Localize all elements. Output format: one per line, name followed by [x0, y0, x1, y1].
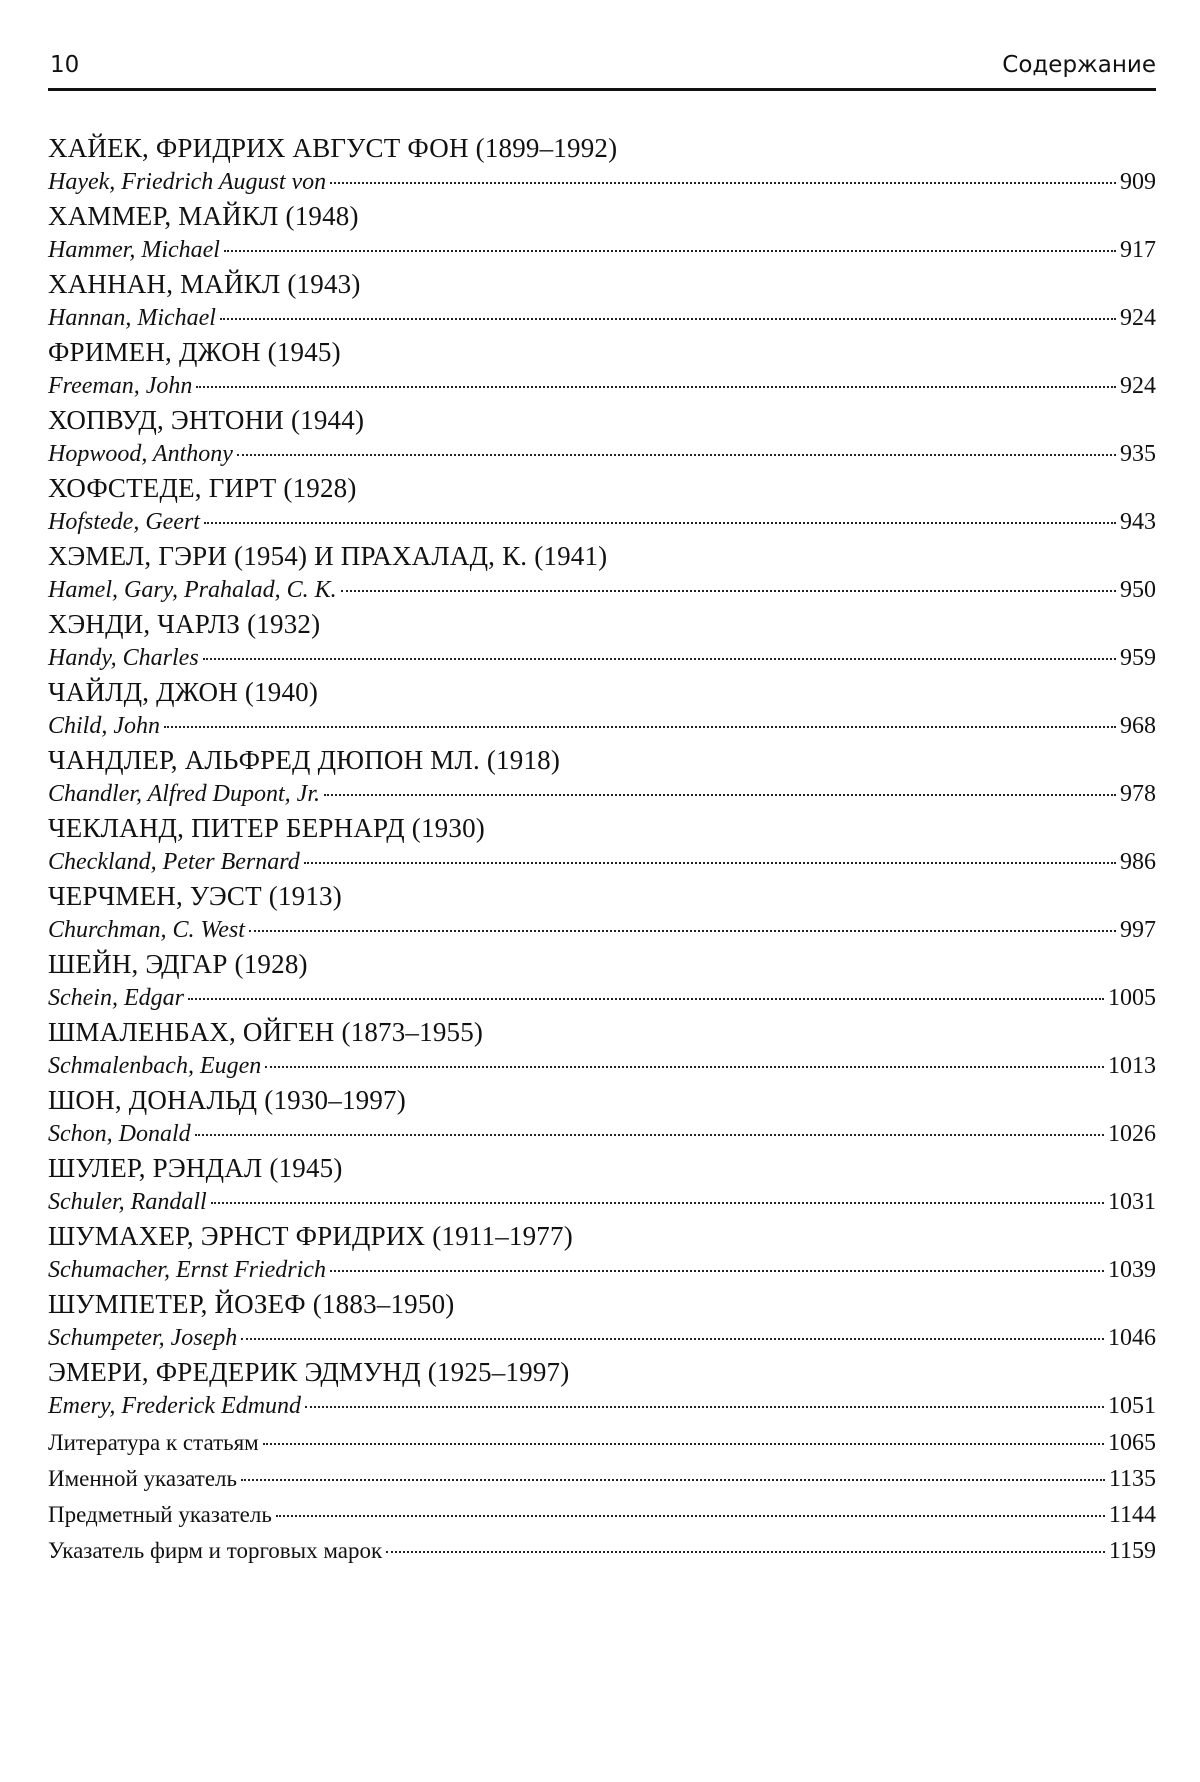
entry-russian-name: ШУМАХЕР, ЭРНСТ ФРИДРИХ (1911–1977)	[48, 1221, 573, 1251]
entry-russian-name: ХАЙЕК, ФРИДРИХ АВГУСТ ФОН (1899–1992)	[48, 133, 618, 163]
dot-leader	[341, 590, 1116, 592]
entry-page-number: 1005	[1108, 985, 1156, 1011]
back-matter-list	[48, 1425, 1156, 1569]
toc-entry[interactable]	[48, 1083, 1156, 1151]
entry-page-number: 1051	[1108, 1393, 1156, 1419]
toc-entry[interactable]	[48, 131, 1156, 199]
entry-page-number: 917	[1120, 237, 1156, 263]
entry-leader-line	[48, 505, 1156, 539]
entry-leader-line	[48, 1049, 1156, 1083]
entry-leader-line	[48, 709, 1156, 743]
entry-page-number: 924	[1120, 373, 1156, 399]
entry-leader-line	[48, 981, 1156, 1015]
entry-page-number: 1013	[1108, 1053, 1156, 1079]
entry-original-name: Emery, Frederick Edmund	[48, 1393, 302, 1419]
entry-original-name: Schumpeter, Joseph	[48, 1325, 238, 1351]
toc-entry[interactable]	[48, 1151, 1156, 1219]
entry-russian-name: ЧЕКЛАНД, ПИТЕР БЕРНАРД (1930)	[48, 813, 485, 843]
entry-page-number: 997	[1120, 917, 1156, 943]
back-matter-title: Предметный указатель	[48, 1502, 272, 1527]
entry-original-name: Churchman, C. West	[48, 917, 245, 943]
header-rule	[48, 88, 1156, 91]
entry-original-name: Hopwood, Anthony	[48, 441, 233, 467]
dot-leader	[203, 658, 1116, 660]
entry-leader-line	[48, 845, 1156, 879]
entry-russian-name: ХОПВУД, ЭНТОНИ (1944)	[48, 405, 365, 435]
toc-entry[interactable]	[48, 947, 1156, 1015]
back-matter-page-number: 1159	[1108, 1538, 1156, 1564]
dot-leader	[330, 1270, 1104, 1272]
dot-leader	[386, 1551, 1105, 1553]
page-header	[48, 38, 1156, 78]
entry-original-name: Hammer, Michael	[48, 237, 220, 263]
toc-entry[interactable]	[48, 403, 1156, 471]
toc-entry[interactable]	[48, 335, 1156, 403]
entry-russian-name: ШУМПЕТЕР, ЙОЗЕФ (1883–1950)	[48, 1289, 455, 1319]
dot-leader	[211, 1202, 1104, 1204]
entry-page-number: 935	[1120, 441, 1156, 467]
dot-leader	[249, 930, 1116, 932]
entry-page-number: 978	[1120, 781, 1156, 807]
dot-leader	[237, 454, 1116, 456]
entry-original-name: Freeman, John	[48, 373, 193, 399]
entry-russian-name: ЭМЕРИ, ФРЕДЕРИК ЭДМУНД (1925–1997)	[48, 1357, 570, 1387]
entry-page-number: 1031	[1108, 1189, 1156, 1215]
entry-leader-line	[48, 369, 1156, 403]
entry-page-number: 924	[1120, 305, 1156, 331]
entry-russian-name: ШОН, ДОНАЛЬД (1930–1997)	[48, 1085, 406, 1115]
entry-russian-name: ШУЛЕР, РЭНДАЛ (1945)	[48, 1153, 343, 1183]
dot-leader	[304, 862, 1116, 864]
dot-leader	[204, 522, 1116, 524]
toc-entry[interactable]	[48, 199, 1156, 267]
entry-page-number: 986	[1120, 849, 1156, 875]
entry-original-name: Hayek, Friedrich August von	[48, 169, 327, 195]
dot-leader	[324, 794, 1116, 796]
entry-russian-name: ЧЕРЧМЕН, УЭСТ (1913)	[48, 881, 342, 911]
entry-leader-line	[48, 1253, 1156, 1287]
entry-leader-line	[48, 1321, 1156, 1355]
back-matter-title: Литература к статьям	[48, 1430, 259, 1455]
entry-leader-line	[48, 573, 1156, 607]
entry-russian-name: ХЭМЕЛ, ГЭРИ (1954) И ПРАХАЛАД, К. (1941)	[48, 541, 608, 571]
toc-entry[interactable]	[48, 267, 1156, 335]
dot-leader	[224, 250, 1116, 252]
entry-original-name: Schumacher, Ernst Friedrich	[48, 1257, 326, 1283]
entry-russian-name: ХАННАН, МАЙКЛ (1943)	[48, 269, 361, 299]
dot-leader	[241, 1479, 1105, 1481]
dot-leader	[241, 1338, 1104, 1340]
entry-russian-name: ХАММЕР, МАЙКЛ (1948)	[48, 201, 359, 231]
entry-russian-name: ХЭНДИ, ЧАРЛЗ (1932)	[48, 609, 321, 639]
entry-original-name: Hannan, Michael	[48, 305, 216, 331]
toc-entry[interactable]	[48, 1287, 1156, 1355]
back-matter-item[interactable]	[48, 1461, 1156, 1497]
section-title: Содержание	[1002, 52, 1156, 78]
dot-leader	[164, 726, 1116, 728]
toc-entry[interactable]	[48, 879, 1156, 947]
entry-leader-line	[48, 1389, 1156, 1423]
entry-leader-line	[48, 233, 1156, 267]
entry-page-number: 968	[1120, 713, 1156, 739]
dot-leader	[220, 318, 1116, 320]
dot-leader	[305, 1406, 1104, 1408]
entry-leader-line	[48, 165, 1156, 199]
entry-russian-name: ЧАНДЛЕР, АЛЬФРЕД ДЮПОН МЛ. (1918)	[48, 745, 561, 775]
back-matter-item[interactable]	[48, 1497, 1156, 1533]
entry-original-name: Schmalenbach, Eugen	[48, 1053, 262, 1079]
dot-leader	[195, 1134, 1104, 1136]
entry-original-name: Schuler, Randall	[48, 1189, 207, 1215]
toc-entry[interactable]	[48, 675, 1156, 743]
back-matter-item[interactable]	[48, 1533, 1156, 1569]
dot-leader	[263, 1443, 1104, 1445]
entry-page-number: 1046	[1108, 1325, 1156, 1351]
toc-entry[interactable]	[48, 471, 1156, 539]
back-matter-page-number: 1144	[1108, 1502, 1156, 1528]
entry-page-number: 959	[1120, 645, 1156, 671]
entry-page-number: 909	[1120, 169, 1156, 195]
entry-original-name: Checkland, Peter Bernard	[48, 849, 300, 875]
dot-leader	[188, 998, 1104, 1000]
back-matter-title: Указатель фирм и торговых марок	[48, 1538, 383, 1563]
entry-page-number: 1026	[1108, 1121, 1156, 1147]
entry-leader-line	[48, 913, 1156, 947]
entry-leader-line	[48, 437, 1156, 471]
dot-leader	[196, 386, 1116, 388]
entry-original-name: Hamel, Gary, Prahalad, C. K.	[48, 577, 337, 603]
entry-russian-name: ЧАЙЛД, ДЖОН (1940)	[48, 677, 319, 707]
table-of-contents	[48, 131, 1156, 1423]
back-matter-title: Именной указатель	[48, 1466, 238, 1491]
back-matter-page-number: 1065	[1108, 1430, 1156, 1456]
entry-leader-line	[48, 641, 1156, 675]
entry-leader-line	[48, 301, 1156, 335]
dot-leader	[330, 182, 1116, 184]
toc-entry[interactable]	[48, 811, 1156, 879]
entry-original-name: Schein, Edgar	[48, 985, 184, 1011]
entry-leader-line	[48, 1117, 1156, 1151]
toc-entry[interactable]	[48, 607, 1156, 675]
entry-russian-name: ШМАЛЕНБАХ, ОЙГЕН (1873–1955)	[48, 1017, 484, 1047]
entry-leader-line	[48, 1185, 1156, 1219]
toc-entry[interactable]	[48, 1355, 1156, 1423]
toc-entry[interactable]	[48, 1219, 1156, 1287]
entry-page-number: 943	[1120, 509, 1156, 535]
dot-leader	[265, 1066, 1104, 1068]
back-matter-page-number: 1135	[1108, 1466, 1156, 1492]
entry-page-number: 950	[1120, 577, 1156, 603]
entry-original-name: Schon, Donald	[48, 1121, 191, 1147]
entry-russian-name: ХОФСТЕДЕ, ГИРТ (1928)	[48, 473, 357, 503]
entry-original-name: Child, John	[48, 713, 160, 739]
entry-original-name: Handy, Charles	[48, 645, 199, 671]
entry-russian-name: ФРИМЕН, ДЖОН (1945)	[48, 337, 341, 367]
toc-entry[interactable]	[48, 1015, 1156, 1083]
toc-entry[interactable]	[48, 539, 1156, 607]
back-matter-item[interactable]	[48, 1425, 1156, 1461]
page-number: 10	[50, 52, 80, 78]
book-page	[48, 38, 1156, 1569]
toc-entry[interactable]	[48, 743, 1156, 811]
entry-original-name: Chandler, Alfred Dupont, Jr.	[48, 781, 321, 807]
entry-original-name: Hofstede, Geert	[48, 509, 200, 535]
entry-page-number: 1039	[1108, 1257, 1156, 1283]
entry-leader-line	[48, 777, 1156, 811]
dot-leader	[276, 1515, 1105, 1517]
entry-russian-name: ШЕЙН, ЭДГАР (1928)	[48, 949, 308, 979]
